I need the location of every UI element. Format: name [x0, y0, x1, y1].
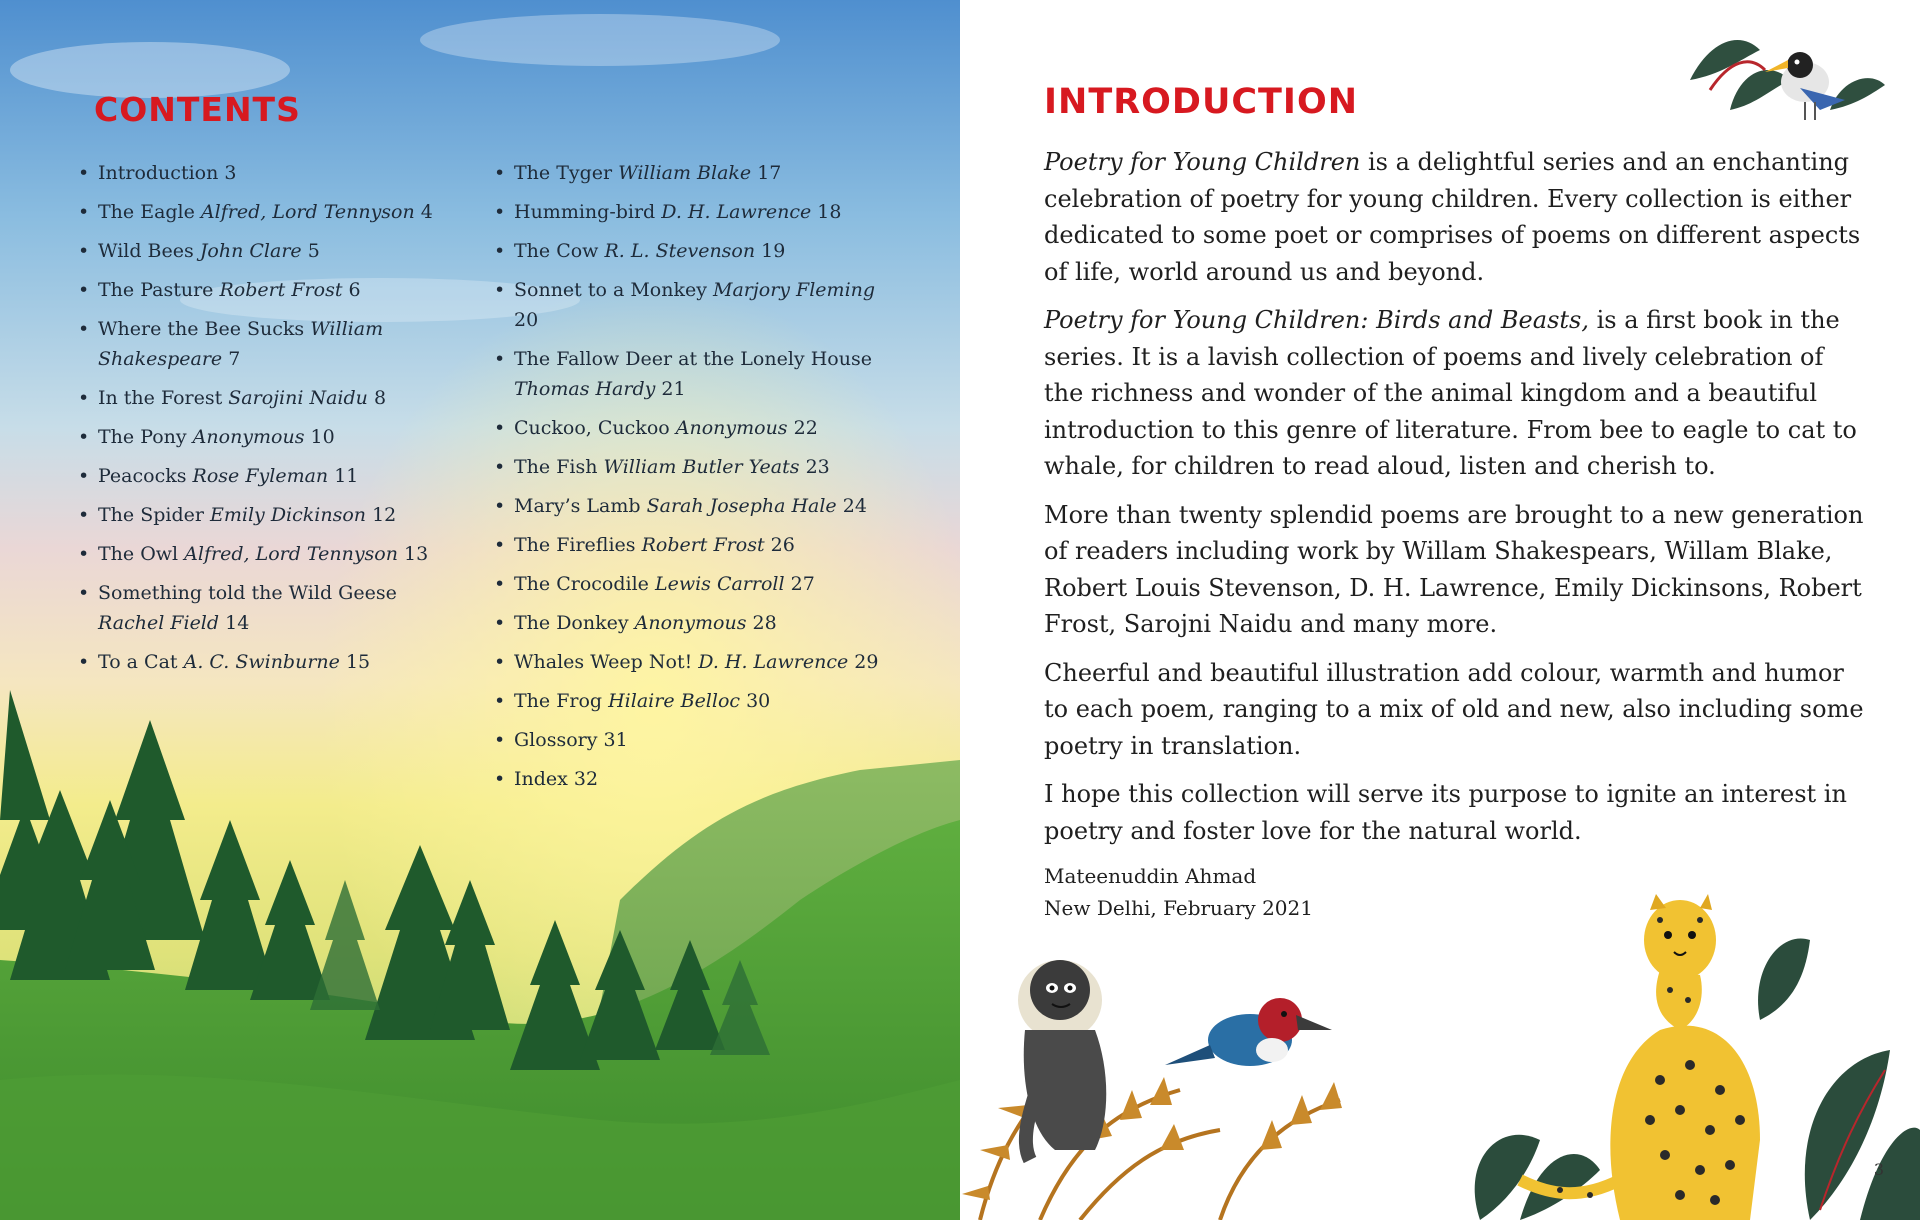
bullet-icon: • — [494, 417, 506, 439]
entry-page-number: 8 — [373, 387, 387, 409]
contents-entry — [494, 344, 894, 404]
entry-author: A. C. Swinburne — [183, 651, 340, 673]
entry-page-number: 27 — [790, 573, 815, 595]
signature-name: Mateenuddin Ahmad — [1044, 864, 1257, 888]
entry-page-number: 6 — [348, 279, 361, 301]
contents-entry — [494, 275, 894, 335]
bullet-icon: • — [494, 201, 506, 223]
bullet-icon: • — [494, 612, 506, 634]
contents-list-column-1 — [78, 158, 458, 686]
bullet-icon: • — [78, 162, 90, 184]
entry-author: Alfred, Lord Tennyson — [184, 543, 398, 565]
entry-author: Lewis Carroll — [654, 573, 785, 595]
entry-page-number: 28 — [752, 612, 777, 634]
entry-author: Emily Dickinson — [210, 504, 367, 526]
entry-author: Robert Frost — [219, 279, 343, 301]
entry-author: Sarah Josepha Hale — [646, 495, 837, 517]
bullet-icon: • — [494, 240, 506, 262]
bullet-icon: • — [494, 279, 506, 301]
contents-entry — [78, 275, 458, 305]
entry-page-number: 17 — [757, 162, 782, 184]
intro-paragraph-1-text: is a delightful series and an enchanting celebration of poetry for young children. Every collection is either dedicated to some poet or comprises of poems on different aspects of life, world around us and beyond. — [1044, 148, 1861, 286]
entry-author: D. H. Lawrence — [698, 651, 849, 673]
bullet-icon: • — [494, 348, 506, 370]
entry-author: R. L. Stevenson — [604, 240, 756, 262]
entry-title: The Fallow Deer at the Lonely House — [514, 348, 872, 370]
bullet-icon: • — [494, 456, 506, 478]
intro-paragraph-3: More than twenty splendid poems are brought to a new generation of readers including work by Willam Shakespears, Willam Blake, Robert Louis Stevenson, D. H. Lawrence, Emily Dickinsons, Robert Frost, Sarojni Naidu and many more. — [1044, 500, 1864, 638]
entry-page-number: 22 — [793, 417, 818, 439]
entry-title: The Pasture — [98, 279, 214, 301]
entry-page-number: 10 — [310, 426, 335, 448]
entry-page-number: 30 — [746, 690, 771, 712]
entry-author: William Blake — [618, 162, 752, 184]
entry-page-number: 13 — [404, 543, 429, 565]
entry-author: Hilaire Belloc — [608, 690, 741, 712]
entry-author: Thomas Hardy — [514, 378, 656, 400]
entry-title: The Fish — [514, 456, 598, 478]
bullet-icon: • — [494, 651, 506, 673]
bullet-icon: • — [78, 318, 90, 340]
bullet-icon: • — [494, 690, 506, 712]
entry-author: William Shakespeare — [98, 318, 384, 370]
entry-title: The Donkey — [514, 612, 629, 634]
contents-entry — [494, 413, 894, 443]
entry-title: Glossory — [514, 729, 598, 751]
entry-title: The Eagle — [98, 201, 195, 223]
contents-entry — [494, 236, 894, 266]
contents-entry — [78, 422, 458, 452]
entry-title: The Owl — [98, 543, 179, 565]
entry-author: D. H. Lawrence — [661, 201, 812, 223]
entry-page-number: 15 — [345, 651, 371, 673]
entry-author: Alfred, Lord Tennyson — [200, 201, 415, 223]
introduction-page — [960, 0, 1920, 1220]
entry-title: Introduction — [98, 162, 219, 184]
contents-entry — [78, 314, 458, 374]
contents-entry — [494, 764, 894, 794]
contents-entry — [78, 500, 458, 530]
entry-author: Anonymous — [192, 426, 305, 448]
entry-author: Rachel Field — [98, 612, 220, 634]
contents-list-column-2 — [494, 158, 894, 803]
entry-title: Cuckoo, Cuckoo — [514, 417, 670, 439]
intro-paragraph-5: I hope this collection will serve its purpose to ignite an interest in poetry and foster love for the natural world. — [1044, 780, 1847, 845]
contents-entry — [78, 197, 458, 227]
entry-author: John Clare — [199, 240, 302, 262]
contents-entry — [78, 647, 458, 677]
bullet-icon: • — [494, 534, 506, 556]
contents-entry — [78, 461, 458, 491]
entry-title: The Tyger — [514, 162, 613, 184]
contents-entry — [494, 197, 894, 227]
entry-author: Anonymous — [675, 417, 788, 439]
contents-entry — [494, 608, 894, 638]
contents-entry — [78, 383, 458, 413]
bullet-icon: • — [78, 582, 90, 604]
page-number: 3 — [1873, 1160, 1884, 1179]
entry-page-number: 3 — [224, 162, 237, 184]
entry-title: Index — [514, 768, 568, 790]
entry-author: Sarojini Naidu — [228, 387, 368, 409]
entry-title: Whales Weep Not! — [514, 651, 693, 673]
entry-page-number: 29 — [854, 651, 879, 673]
intro-paragraph-2-text: is a first book in the series. It is a lavish collection of poems and lively celebration of the richness and wonder of the animal kingdom and a beautiful introduction to this genre of literature. From bee to eagle to cat to whale, for children to read aloud, listen and cherish to. — [1044, 306, 1857, 480]
entry-page-number: 19 — [761, 240, 786, 262]
bullet-icon: • — [494, 573, 506, 595]
bullet-icon: • — [78, 387, 90, 409]
monkey-illustration — [1018, 960, 1106, 1160]
entry-author: Rose Fyleman — [192, 465, 329, 487]
contents-entry — [78, 539, 458, 569]
entry-author: William Butler Yeats — [603, 456, 800, 478]
series-title: Poetry for Young Children — [1044, 148, 1361, 176]
entry-page-number: 18 — [817, 201, 842, 223]
bullet-icon: • — [494, 729, 506, 751]
entry-author: Robert Frost — [641, 534, 765, 556]
intro-paragraph-4: Cheerful and beautiful illustration add colour, warmth and humor to each poem, ranging to a mix of old and new, also including some poetry in translation. — [1044, 658, 1864, 760]
contents-entry — [494, 725, 894, 755]
hornbill-illustration — [1670, 10, 1890, 140]
contents-entry — [494, 491, 894, 521]
bullet-icon: • — [78, 201, 90, 223]
bullet-icon: • — [494, 162, 506, 184]
entry-page-number: 7 — [228, 348, 241, 370]
bullet-icon: • — [494, 495, 506, 517]
entry-title: Humming-bird — [514, 201, 656, 223]
entry-title: The Fireflies — [514, 534, 636, 556]
entry-page-number: 14 — [225, 612, 250, 634]
entry-page-number: 11 — [334, 465, 359, 487]
book-title: Poetry for Young Children: Birds and Beasts, — [1044, 306, 1589, 334]
entry-author: Anonymous — [634, 612, 747, 634]
bullet-icon: • — [494, 768, 506, 790]
foliage-illustration — [960, 880, 1920, 1220]
contents-entry — [494, 686, 894, 716]
contents-entry — [494, 647, 894, 677]
contents-entry — [494, 158, 894, 188]
kingfisher-illustration — [1165, 998, 1332, 1066]
contents-heading: CONTENTS — [94, 90, 301, 129]
contents-entry — [78, 158, 458, 188]
entry-page-number: 26 — [770, 534, 795, 556]
entry-title: Sonnet to a Monkey — [514, 279, 707, 301]
entry-title: In the Forest — [98, 387, 223, 409]
entry-page-number: 24 — [842, 495, 867, 517]
entry-title: The Spider — [98, 504, 204, 526]
entry-author: Marjory Fleming — [713, 279, 876, 301]
bullet-icon: • — [78, 504, 90, 526]
entry-page-number: 31 — [603, 729, 628, 751]
intro-paragraph-1 — [1044, 144, 1864, 290]
introduction-heading: INTRODUCTION — [1044, 82, 1358, 122]
entry-title: The Frog — [514, 690, 603, 712]
contents-entry — [78, 236, 458, 266]
entry-page-number: 4 — [420, 201, 433, 223]
bullet-icon: • — [78, 279, 90, 301]
entry-title: The Crocodile — [514, 573, 649, 595]
bullet-icon: • — [78, 240, 90, 262]
contents-entry — [78, 578, 458, 638]
entry-page-number: 32 — [573, 768, 599, 790]
entry-page-number: 12 — [372, 504, 397, 526]
entry-title: Mary’s Lamb — [514, 495, 641, 517]
entry-title: Something told the Wild Geese — [98, 582, 397, 604]
entry-page-number: 20 — [514, 309, 539, 331]
entry-title: Wild Bees — [98, 240, 194, 262]
entry-title: To a Cat — [98, 651, 178, 673]
introduction-body — [1044, 144, 1864, 861]
entry-page-number: 23 — [805, 456, 830, 478]
entry-page-number: 21 — [661, 378, 686, 400]
bullet-icon: • — [78, 426, 90, 448]
contents-entry — [494, 530, 894, 560]
signature-place-date: New Delhi, February 2021 — [1044, 896, 1313, 920]
contents-entry — [494, 569, 894, 599]
bullet-icon: • — [78, 543, 90, 565]
bullet-icon: • — [78, 651, 90, 673]
contents-entry — [494, 452, 894, 482]
entry-title: Where the Bee Sucks — [98, 318, 305, 340]
intro-paragraph-2 — [1044, 302, 1864, 485]
entry-title: Peacocks — [98, 465, 187, 487]
bullet-icon: • — [78, 465, 90, 487]
entry-page-number: 5 — [307, 240, 320, 262]
entry-title: The Pony — [98, 426, 187, 448]
entry-title: The Cow — [514, 240, 599, 262]
